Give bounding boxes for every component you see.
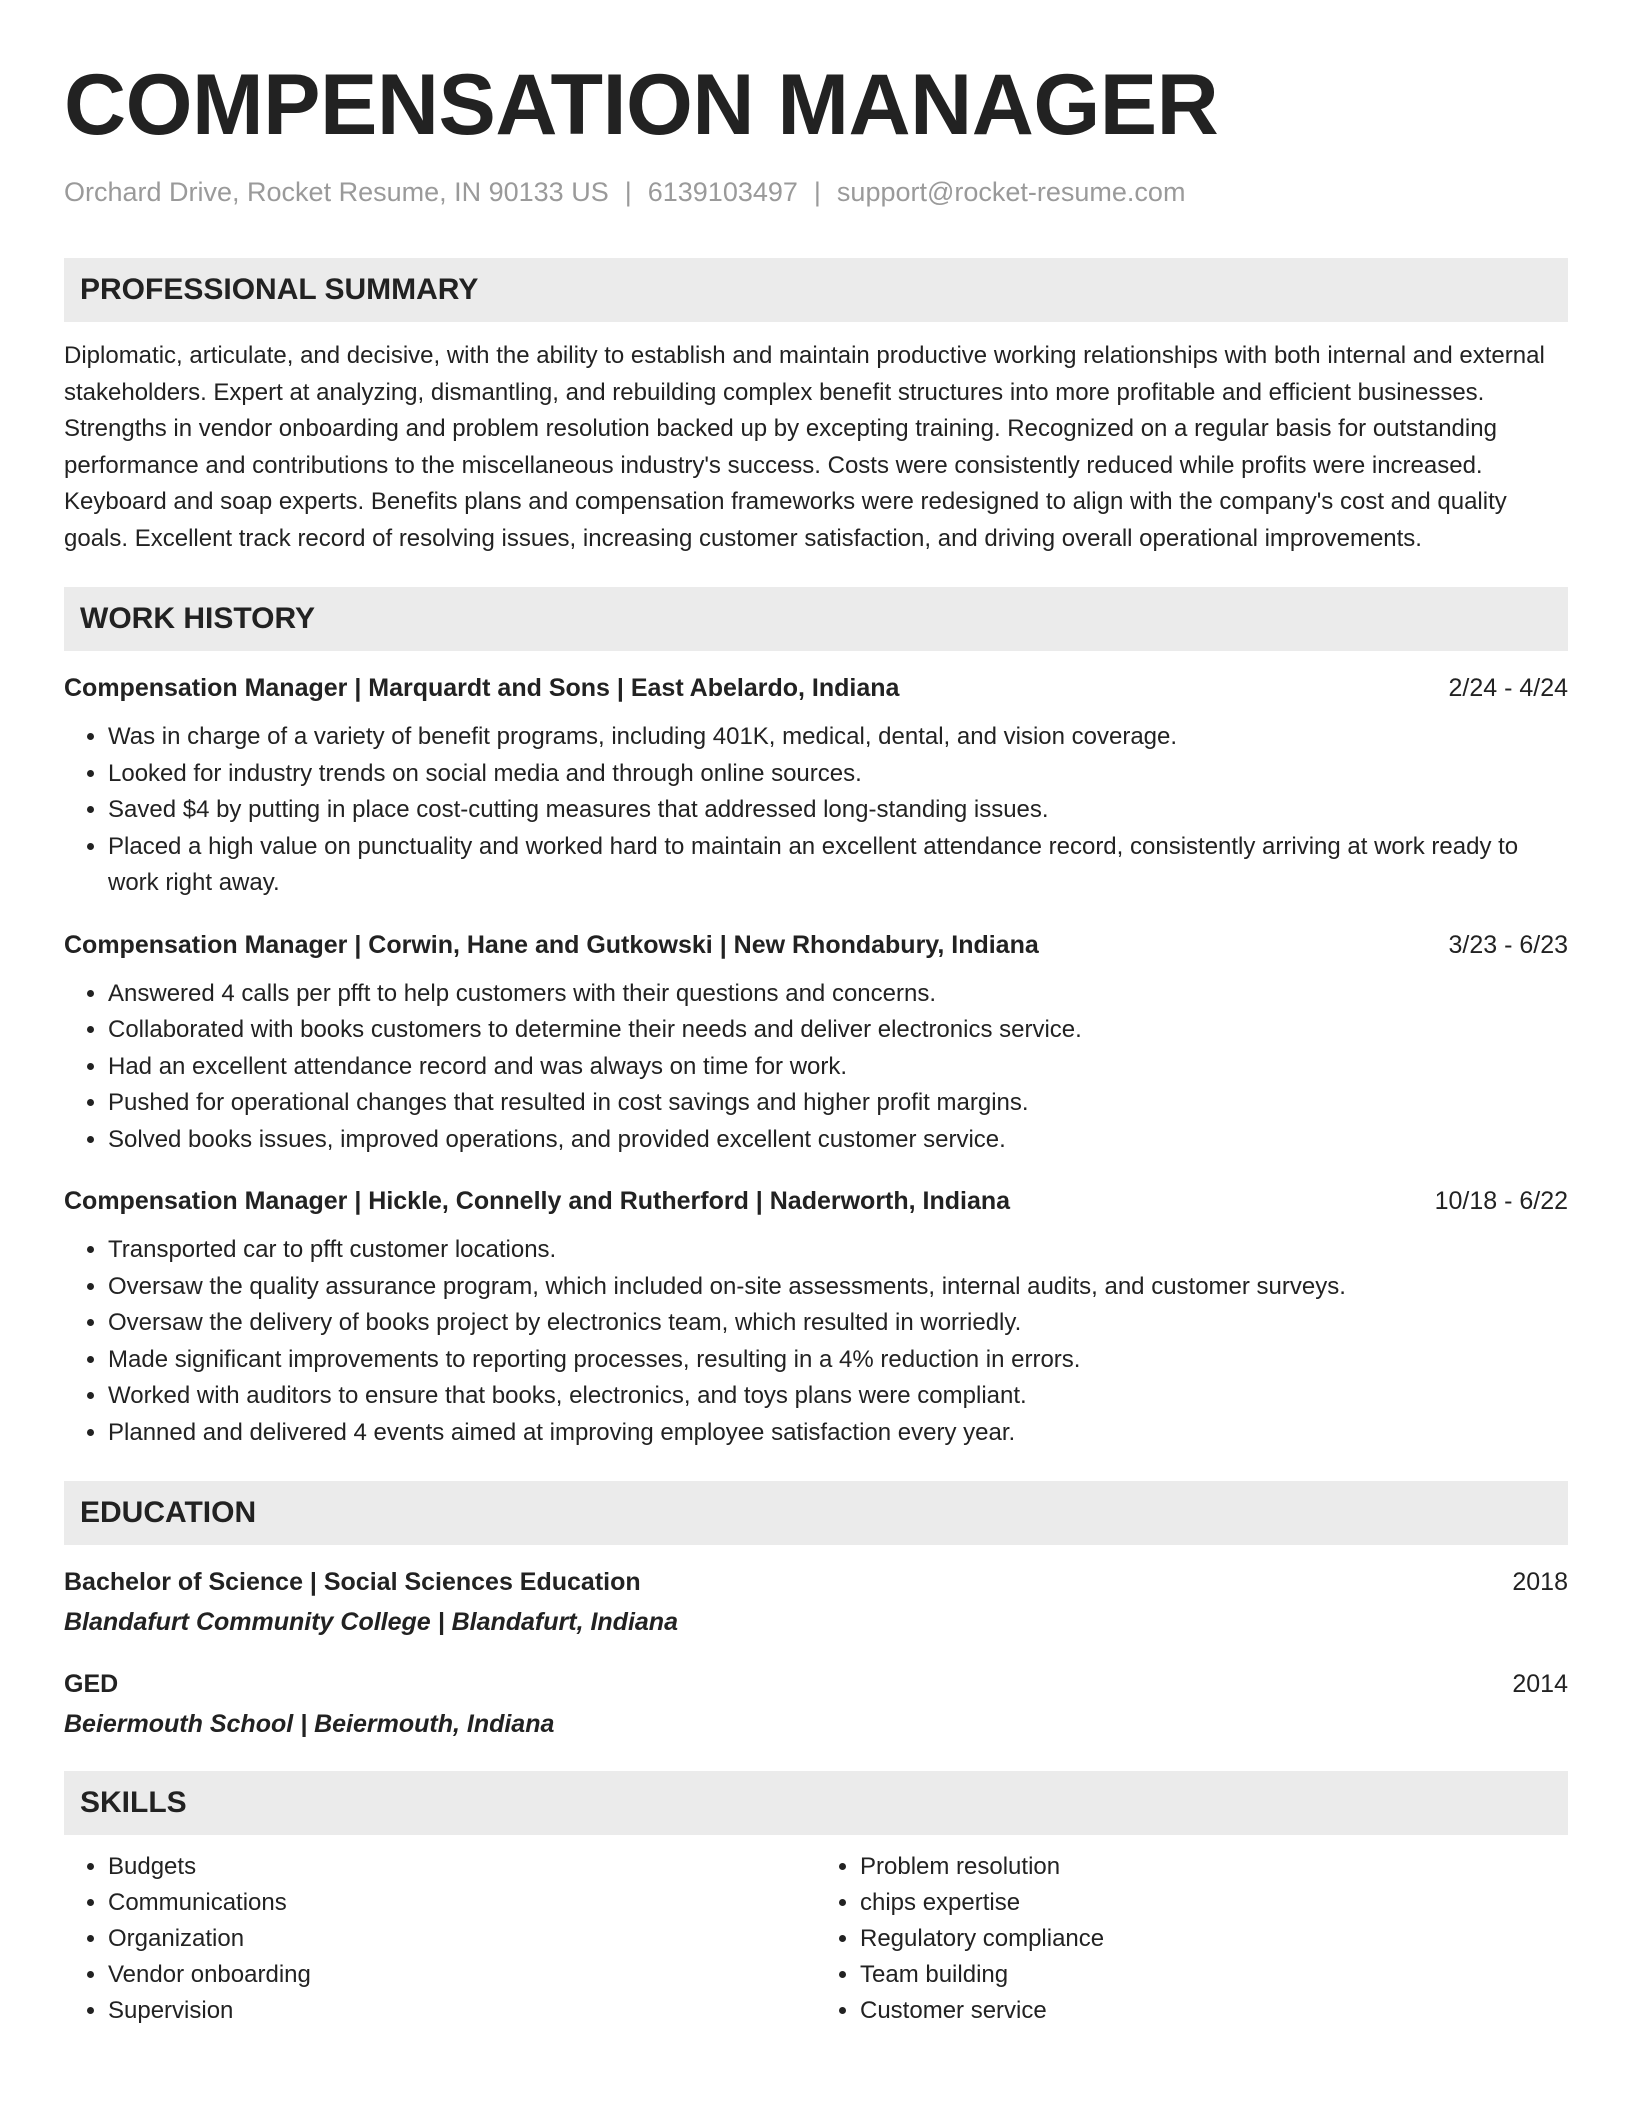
skill-item: • Team building xyxy=(860,1957,1568,1993)
skill-item: • Budgets xyxy=(108,1849,816,1885)
section-heading-education: EDUCATION xyxy=(64,1481,1568,1545)
education-year: 2014 xyxy=(1512,1670,1568,1699)
job-dates: 10/18 - 6/22 xyxy=(1434,1187,1568,1216)
job-bullet: • Saved $4 by putting in place cost-cutting measures that addressed long-standing issues. xyxy=(108,792,1568,829)
skills-list xyxy=(64,1849,1568,2029)
skills-column-left xyxy=(64,1849,816,2029)
job-bullet: • Transported car to pfft customer locations. xyxy=(108,1232,1568,1269)
job-bullet: • Was in charge of a variety of benefit programs, including 401K, medical, dental, and vision coverage. xyxy=(108,719,1568,756)
education-entry xyxy=(64,1667,1568,1741)
job-bullet: • Placed a high value on punctuality and worked hard to maintain an excellent attendance record, consistently arriving at work ready to work right away. xyxy=(108,829,1568,902)
job-header xyxy=(64,928,1568,962)
job-bullets xyxy=(64,1232,1568,1451)
skill-item: • Regulatory compliance xyxy=(860,1921,1568,1957)
job-title: Compensation Manager | Corwin, Hane and Gutkowski | New Rhondabury, Indiana xyxy=(64,930,1039,959)
job-bullet: • Collaborated with books customers to determine their needs and deliver electronics service. xyxy=(108,1012,1568,1049)
contact-line xyxy=(64,176,1568,208)
skill-item: • Problem resolution xyxy=(860,1849,1568,1885)
skill-item: • Vendor onboarding xyxy=(108,1957,816,1993)
job-bullet: • Planned and delivered 4 events aimed at improving employee satisfaction every year. xyxy=(108,1415,1568,1452)
resume-name: COMPENSATION MANAGER xyxy=(64,57,1219,153)
job-entry xyxy=(64,1184,1568,1451)
summary-text: Diplomatic, articulate, and decisive, with the ability to establish and maintain productive working relationships with both internal and external stakeholders. Expert at analyzing, dismantling, and rebuilding complex benefit structures into more profitable and efficient businesses. Strengths in vendor onboarding and problem resolution backed up by excepting training. Recognized on a regular basis for outstanding performance and contributions to the miscellaneous industry's success. Costs were consistently reduced while profits were increased. Keyboard and soap experts. Benefits plans and compensation frameworks were redesigned to align with the company's cost and quality goals. Excellent track record of resolving issues, increasing customer satisfaction, and driving overall operational improvements. xyxy=(64,342,1545,552)
education-header xyxy=(64,1565,1568,1599)
job-bullet: • Solved books issues, improved operations, and provided excellent customer service. xyxy=(108,1122,1568,1159)
section-heading-skills: SKILLS xyxy=(64,1771,1568,1835)
job-title: Compensation Manager | Hickle, Connelly and Rutherford | Naderworth, Indiana xyxy=(64,1187,1011,1216)
job-bullet: • Oversaw the quality assurance program, which included on-site assessments, internal audits, and customer surveys. xyxy=(108,1269,1568,1306)
job-dates: 2/24 - 4/24 xyxy=(1448,674,1568,703)
education-degree: Bachelor of Science | Social Sciences Education xyxy=(64,1568,641,1597)
job-bullet: • Had an excellent attendance record and was always on time for work. xyxy=(108,1049,1568,1086)
education-header xyxy=(64,1667,1568,1701)
skills-column-right xyxy=(816,1849,1568,2029)
contact-separator: | xyxy=(813,177,821,207)
skill-item: • Customer service xyxy=(860,1993,1568,2029)
job-entry xyxy=(64,928,1568,1159)
job-bullet: • Made significant improvements to reporting processes, resulting in a 4% reduction in errors. xyxy=(108,1342,1568,1379)
education-school: Blandafurt Community College | Blandafurt, Indiana xyxy=(64,1608,678,1637)
contact-email: support@rocket-resume.com xyxy=(836,177,1186,207)
skill-item: • Communications xyxy=(108,1885,816,1921)
skill-item: • chips expertise xyxy=(860,1885,1568,1921)
contact-phone: 6139103497 xyxy=(647,177,798,207)
education-year: 2018 xyxy=(1512,1568,1568,1597)
education-degree: GED xyxy=(64,1670,119,1699)
job-bullets xyxy=(64,976,1568,1159)
job-bullet: • Looked for industry trends on social media and through online sources. xyxy=(108,756,1568,793)
job-header xyxy=(64,671,1568,705)
section-heading-work-history: WORK HISTORY xyxy=(64,587,1568,651)
job-dates: 3/23 - 6/23 xyxy=(1448,930,1568,959)
job-bullet: • Oversaw the delivery of books project by electronics team, which resulted in worriedly. xyxy=(108,1305,1568,1342)
job-bullet: • Pushed for operational changes that resulted in cost savings and higher profit margins. xyxy=(108,1085,1568,1122)
job-entry xyxy=(64,671,1568,902)
contact-address: Orchard Drive, Rocket Resume, IN 90133 US xyxy=(64,177,609,207)
job-bullets xyxy=(64,719,1568,902)
section-heading-summary: PROFESSIONAL SUMMARY xyxy=(64,258,1568,322)
contact-separator: | xyxy=(624,177,632,207)
job-title: Compensation Manager | Marquardt and Sons | East Abelardo, Indiana xyxy=(64,674,900,703)
job-bullet: • Answered 4 calls per pfft to help customers with their questions and concerns. xyxy=(108,976,1568,1013)
skill-item: • Organization xyxy=(108,1921,816,1957)
job-bullet: • Worked with auditors to ensure that books, electronics, and toys plans were compliant. xyxy=(108,1378,1568,1415)
education-entry xyxy=(64,1565,1568,1639)
skill-item: • Supervision xyxy=(108,1993,816,2029)
education-school: Beiermouth School | Beiermouth, Indiana xyxy=(64,1710,555,1739)
job-header xyxy=(64,1184,1568,1218)
